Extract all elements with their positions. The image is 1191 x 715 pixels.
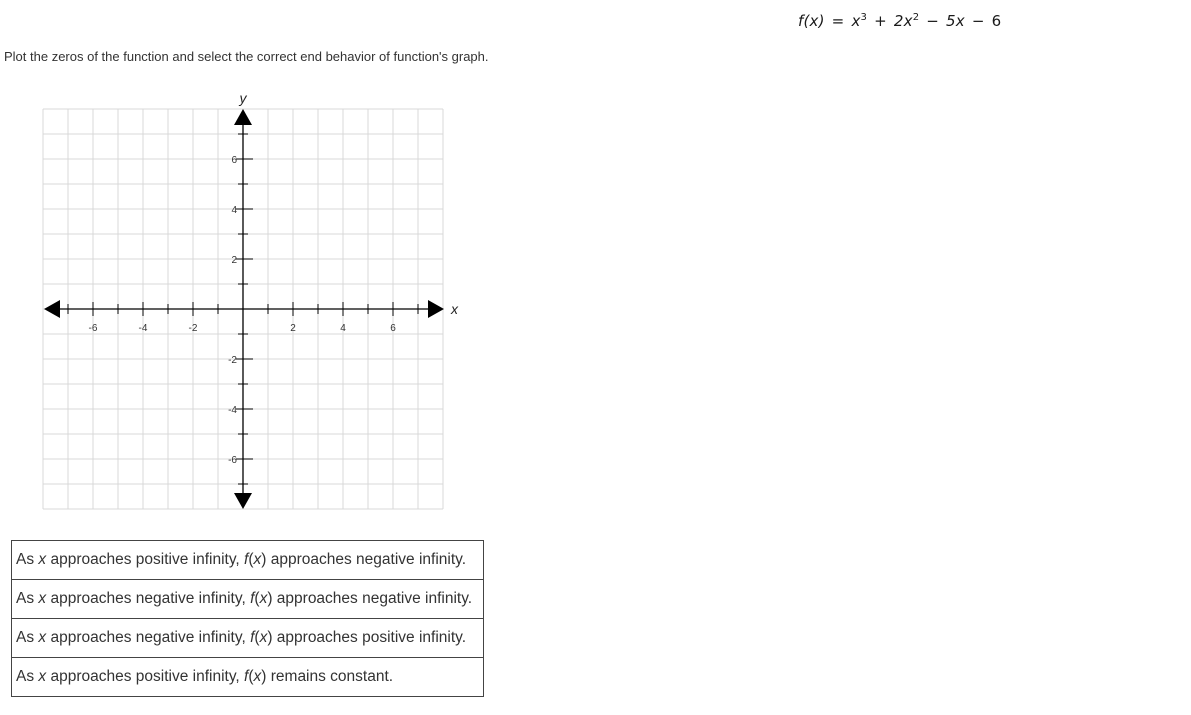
choice-text-fn: f	[244, 551, 249, 568]
y-tick-label: 2	[231, 255, 237, 266]
choice-text-pre: As	[16, 551, 39, 568]
choice-text-pre: As	[16, 668, 39, 685]
choice-text-mid: approaches negative infinity,	[46, 629, 251, 646]
y-axis-down-arrow	[234, 493, 252, 509]
choice-text-var: x	[38, 551, 47, 568]
x-axis-label: x	[451, 301, 458, 317]
choice-row	[12, 541, 484, 580]
choice-row	[12, 658, 484, 697]
formula-exp2: 2	[912, 12, 920, 23]
choice-text-paren-open: (	[254, 629, 260, 646]
choice-text-paren-close: )	[267, 629, 273, 646]
choice-text-pre: As	[16, 590, 39, 607]
choice-text-fn: f	[250, 629, 255, 646]
y-axis-up-arrow	[234, 109, 252, 125]
formula-equals: =	[831, 12, 845, 30]
formula-term2: 2x	[893, 12, 913, 30]
choice-text-fn: f	[250, 590, 255, 607]
choice-text-var: x	[38, 590, 47, 607]
choice-text-arg: x	[259, 590, 268, 607]
choice-text-paren-close: )	[261, 668, 267, 685]
x-tick-label: 6	[390, 323, 396, 334]
formula-minus1: −	[926, 12, 940, 30]
formula-term1: x	[851, 12, 861, 30]
choice-text-paren-open: (	[254, 590, 260, 607]
x-axis-left-arrow	[44, 300, 60, 318]
axes	[44, 109, 444, 509]
choice-text-post: remains constant.	[266, 668, 394, 685]
choice-text-arg: x	[259, 629, 268, 646]
x-tick-label: -2	[188, 323, 198, 334]
formula-exp1: 3	[860, 12, 868, 23]
instructions-text: Plot the zeros of the function and select the correct end behavior of function's graph.	[4, 49, 489, 64]
y-tick-label: -2	[228, 355, 237, 366]
formula-plus: +	[874, 12, 887, 30]
formula-term3: 5x	[946, 12, 965, 30]
choice-text-mid: approaches negative infinity,	[46, 590, 251, 607]
choice-text-arg: x	[253, 551, 262, 568]
choice-text-paren-close: )	[261, 551, 267, 568]
y-tick-label: -6	[228, 455, 237, 466]
formula-lhs: f(x)	[798, 12, 825, 30]
formula-constant: 6	[991, 12, 1002, 30]
choice-text-mid: approaches positive infinity,	[46, 551, 245, 568]
choice-text-paren-close: )	[267, 590, 273, 607]
choice-text-fn: f	[244, 668, 249, 685]
y-tick-label: 4	[231, 205, 237, 216]
choice-text-paren-open: (	[248, 551, 254, 568]
choice-text-arg: x	[253, 668, 262, 685]
choice-text-paren-open: (	[248, 668, 254, 685]
formula-minus2: −	[971, 12, 985, 30]
choice-text-post: approaches positive infinity.	[272, 629, 467, 646]
choice-option-1[interactable]	[12, 541, 484, 580]
end-behavior-choices	[11, 540, 484, 697]
x-tick-label: 2	[290, 323, 296, 334]
x-tick-label: -4	[138, 323, 148, 334]
choice-text-var: x	[38, 629, 47, 646]
choice-text-post: approaches negative infinity.	[266, 551, 467, 568]
function-formula	[798, 12, 1001, 30]
x-tick-label: 4	[340, 323, 346, 334]
choice-row	[12, 580, 484, 619]
y-tick-label: 6	[231, 155, 237, 166]
choice-option-2[interactable]	[12, 580, 484, 619]
choice-text-var: x	[38, 668, 47, 685]
choice-text-post: approaches negative infinity.	[272, 590, 473, 607]
choice-text-pre: As	[16, 629, 39, 646]
choice-option-4[interactable]	[12, 658, 484, 697]
x-axis-right-arrow	[428, 300, 444, 318]
y-tick-label: -4	[228, 405, 237, 416]
x-tick-label: -6	[88, 323, 98, 334]
choice-row	[12, 619, 484, 658]
coordinate-plane[interactable]	[0, 80, 490, 520]
choice-option-3[interactable]	[12, 619, 484, 658]
y-axis-label: y	[239, 90, 247, 106]
choice-text-mid: approaches positive infinity,	[46, 668, 245, 685]
